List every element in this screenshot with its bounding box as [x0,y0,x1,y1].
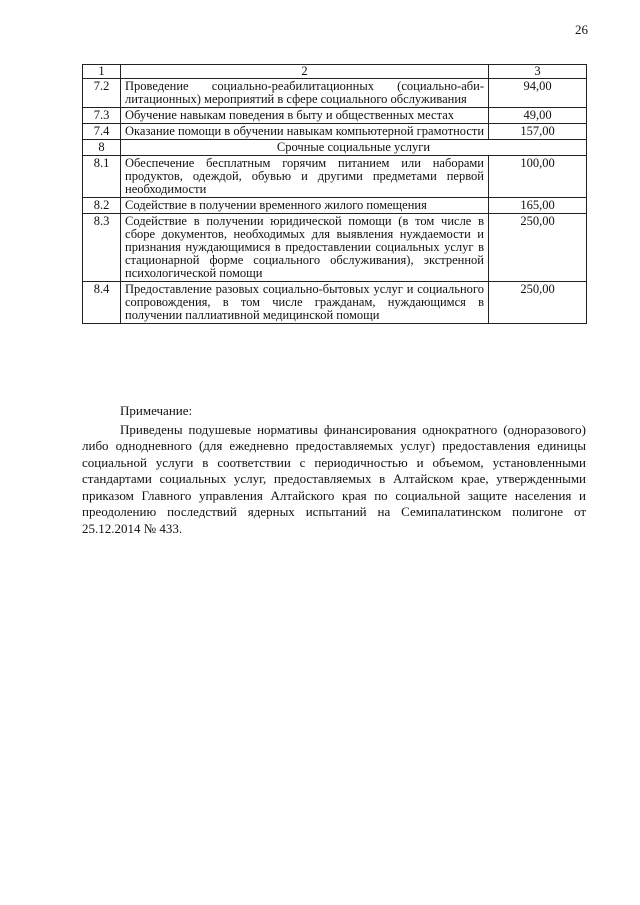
table-header-row [83,65,587,79]
row-value: 250,00 [489,214,587,282]
row-number: 8.2 [83,198,121,214]
header-col-1: 1 [83,65,121,79]
row-number: 7.4 [83,124,121,140]
row-description: Обеспечение бесплатным горячим питанием или наборами продуктов, одеждой, обувью и другими предметами первой необходимости [121,156,489,198]
row-description: Оказание помощи в обучении навыкам компьютерной грамотности [121,124,489,140]
row-description: Содействие в получении временного жилого помещения [121,198,489,214]
table-row [83,156,587,198]
table-row [83,124,587,140]
table-row [83,198,587,214]
table-row [83,79,587,108]
row-value: 49,00 [489,108,587,124]
note-text: Приведены подушевые нормативы финансирования однократного (одноразового) либо однодневного (для ежедневно предоставляемых услуг) предоставления единицы социальной услуги в соответствии с периодичностью и объемом, установленными стандартами социальных услуг, предоставляемых в Алтайском крае, утвержденными приказом Главного управления Алтайского края по социальной защите населения и преодолению последствий ядерных испытаний на Семипалатинском полигоне от 25.12.2014 № 433. [82,421,586,536]
section-number: 8 [83,140,121,156]
row-value: 250,00 [489,282,587,324]
row-description: Проведение социально-реабилитационных (социально-абилитационных) мероприятий в сфере социального обслуживания [121,79,489,108]
row-value: 94,00 [489,79,587,108]
row-number: 7.2 [83,79,121,108]
header-col-3: 3 [489,65,587,79]
row-description: Содействие в получении юридической помощи (в том числе в сборе документов, необходимых для выявления нуждаемости и признания нуждающимися в предоставлении социальных услуг в стационарной форме социального обслуживания), экстренной психологической помощи [121,214,489,282]
section-title: Срочные социальные услуги [121,140,587,156]
table-section-row [83,140,587,156]
header-col-2: 2 [121,65,489,79]
row-number: 8.4 [83,282,121,324]
services-table-wrapper [82,64,586,324]
services-table [82,64,587,324]
row-number: 7.3 [83,108,121,124]
row-description: Обучение навыкам поведения в быту и общественных местах [121,108,489,124]
note-block [82,403,586,537]
row-value: 157,00 [489,124,587,140]
row-number: 8.1 [83,156,121,198]
note-title: Примечание: [120,403,193,418]
row-description: Предоставление разовых социально-бытовых услуг и социального сопровождения, в том числе гражданам, нуждающимся в получении паллиативной медицинской помощи [121,282,489,324]
table-row [83,108,587,124]
table-row [83,214,587,282]
row-value: 100,00 [489,156,587,198]
page-number: 26 [575,22,588,37]
row-number: 8.3 [83,214,121,282]
row-value: 165,00 [489,198,587,214]
table-row [83,282,587,324]
